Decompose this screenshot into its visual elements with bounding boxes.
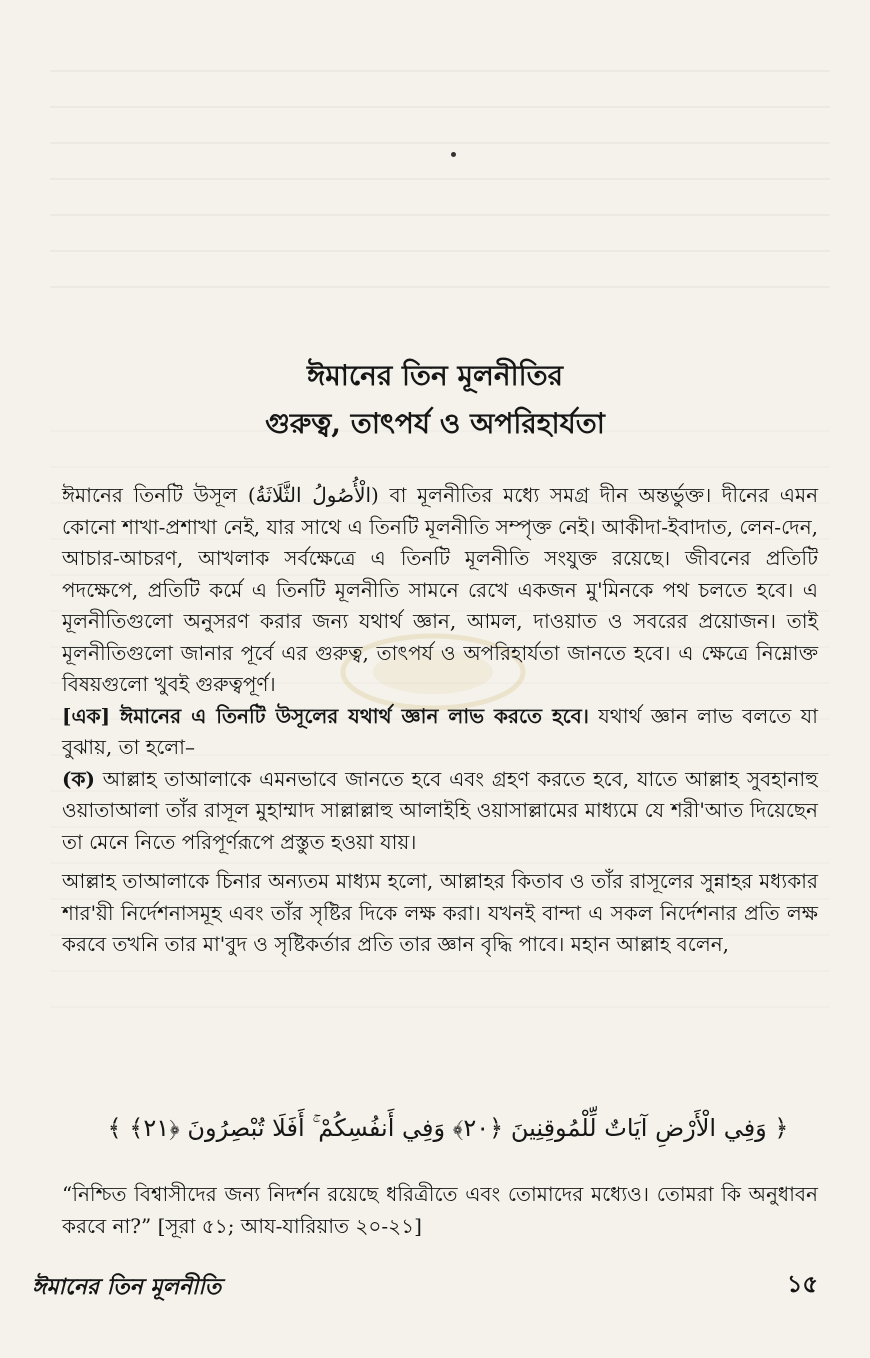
- paragraph-intro: ঈমানের তিনটি উসূল (الْأُصُولُ الثَّلَاثَةُ) বা মূলনীতির মধ্যে সমগ্র দীন অন্তর্ভুক্ত। দীনের এমন কোনো শাখা-প্রশাখা নেই, যার সাথে এ তিনটি মূলনীতি সম্পৃক্ত নেই। আকীদা-ইবাদাত, লেন-দেন, আচার-আচরণ, আখলাক সর্বক্ষেত্রে এ তিনটি মূলনীতি সংযুক্ত রয়েছে। জীবনের প্রতিটি পদক্ষেপে, প্রতিটি কর্মে এ তিনটি মূলনীতি সামনে রেখে একজন মু'মিনকে পথ চলতে হবে। এ মূলনীতিগুলো অনুসরণ করার জন্য যথার্থ জ্ঞান, আমল, দাওয়াত ও সবরের প্রয়োজন। তাই মূলনীতিগুলো জানার পূর্বে এর গুরুত্ব, তাৎপর্য ও অপরিহার্যতা জানতে হবে। এ ক্ষেত্রে নিম্নোক্ত বিষয়গুলো খুবই গুরুত্বপূর্ণ।: [62, 483, 819, 696]
- bleed-through-text: [50, 70, 830, 290]
- point-one-heading: [এক] ঈমানের এ তিনটি উসূলের যথার্থ জ্ঞান লাভ করতে হবে।: [62, 703, 589, 728]
- quran-verse-arabic: ﴿ وَفِي الْأَرْضِ آيَاتٌ لِّلْمُوقِنِينَ ﴿٢٠﴾ وَفِي أَنفُسِكُمْ ۚ أَفَلَا تُبْصِرُونَ ﴿٢١﴾ ﴾: [107, 1114, 789, 1142]
- verse-translation-block: [62, 1178, 818, 1242]
- paragraph-knowing-allah: আল্লাহ তাআলাকে চিনার অন্যতম মাধ্যম হলো, আল্লাহর কিতাব ও তাঁর রাসূলের সুন্নাহর মধ্যকার শার'য়ী নির্দেশনাসমূহ এবং তাঁর সৃষ্টির দিকে লক্ষ করা। যখনই বান্দা এ সকল নির্দেশনার প্রতি লক্ষ করবে তখনি তার মা'বুদ ও সৃষ্টিকর্তার প্রতি তার জ্ঞান বৃদ্ধি পাবে। মহান আল্লাহ বলেন,: [62, 869, 818, 956]
- verse-translation: “নিশ্চিত বিশ্বাসীদের জন্য নিদর্শন রয়েছে ধরিত্রীতে এবং তোমাদের মধ্যেও। তোমরা কি অনুধাবন করবে না?”: [62, 1182, 818, 1238]
- sub-ka-marker: (ক): [62, 766, 95, 791]
- paragraph-sub-ka: [62, 764, 818, 859]
- verse-reference: [সূরা ৫১; আয-যারিয়াত ২০-২১]: [151, 1214, 422, 1238]
- page-number: ১৫: [786, 1269, 818, 1298]
- ink-dot: [451, 152, 456, 157]
- sub-ka-text: আল্লাহ তাআলাকে এমনভাবে জানতে হবে এবং গ্রহণ করতে হবে, যাতে আল্লাহ সুবহানাহু ওয়াতাআলা তাঁর রাসূল মুহাম্মাদ সাল্লাল্লাহু আলাইহি ওয়াসাল্লামের মাধ্যমে যে শরী'আত দিয়েছেন তা মেনে নিতে পরিপূর্ণরূপে প্রস্তুত হওয়া যায়।: [62, 766, 818, 854]
- section-heading: [0, 352, 870, 448]
- body-text: [62, 480, 818, 961]
- running-footer-title: ঈমানের তিন মূলনীতি: [32, 1274, 222, 1300]
- heading-line-1: ঈমানের তিন মূলনীতির: [306, 359, 564, 392]
- point-one-text: যথার্থ জ্ঞান লাভ বলতে যা বুঝায়, তা হলো–: [62, 703, 818, 759]
- heading-line-2: গুরুত্ব, তাৎপর্য ও অপরিহার্যতা: [265, 407, 605, 440]
- paragraph-point-one: [62, 701, 818, 764]
